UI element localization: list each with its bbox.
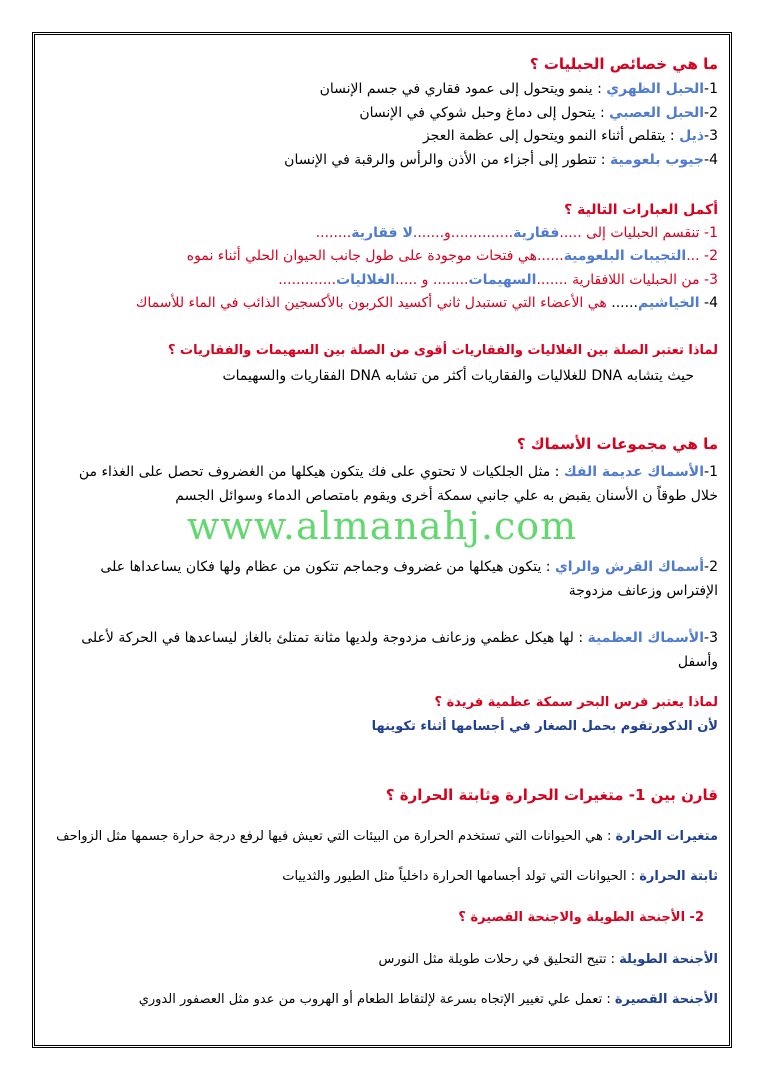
q2-line-4: 4- الخياشيم...... هي الأعضاء التي تستبدل ثاني أكسيد الكربون بالأكسجين الذائب في الماء للأسماك [135, 295, 718, 311]
watermark: www.almanahj.com [186, 504, 578, 548]
q1-item-4: 4-جيوب بلعومية : تتطور إلى أجزاء من الأذن والرأس والرقبة في الإنسان [284, 152, 718, 168]
q2-title: أكمل العبارات التالية ؟ [564, 202, 718, 218]
q2-line-1: 1- تنقسم الحبليات إلى .....فقارية..............و.......لا فقارية........ [315, 225, 718, 241]
q4-item-2: 2-أسماك القرش والراي : يتكون هيكلها من غضروف وجماجم تتكون من عظام ولها فكان يساعداها على الإفتراس وزعانف مزدوجة [100, 559, 718, 599]
q2-line-3: 3- من الحبليات اللافقارية .......السهيمات........ و .....الغلاليات............. [278, 272, 718, 288]
q1-title: ما هي خصائص الحبليات ؟ [529, 55, 718, 73]
q6-answer-1: متغيرات الحرارة : هي الحيوانات التي تستخدم الحرارة من البيئات التي تعيش فيها لرفع درجة حرارة جسمها مثل الزواحف [56, 829, 718, 844]
q5-title: لماذا يعتبر فرس البحر سمكة عظمية فريدة ؟ [434, 695, 718, 710]
q6-answer-2: ثابتة الحرارة : الحيوانات التي تولد أجسامها الحرارة داخلياً مثل الطيور والثدييات [282, 869, 718, 884]
q4-item-1: 1-الأسماك عديمة الفك : مثل الجلكيات لا تحتوي على فك يتكون هيكلها من الغضروف تحصل على الغذاء من خلال طوقاً ن الأسنان يقبض به علي جانبي سمكة أخرى ويقوم بامتصاص الدماء وسوائل الجسم [78, 464, 718, 504]
q6-answer-3: الأجنحة الطويلة : تتيح التحليق في رحلات طويلة مثل النورس [378, 952, 718, 967]
q3-answer: حيث يتشابه DNA للغلاليات والفقاريات أكثر من تشابه DNA الفقاريات والسهيمات [222, 368, 694, 384]
q4-item-3: 3-الأسماك العظمية : لها هيكل عظمي وزعانف مزدوجة ولديها مثانة تمتلئ بالغاز ليساعدها في الحركة لأعلى وأسفل [81, 630, 718, 670]
q1-item-2: 2-الحبل العصبي : يتحول إلى دماغ وحبل شوكي في الإنسان [359, 105, 718, 121]
q1-item-1: 1-الحبل الظهري : ينمو ويتحول إلى عمود فقاري في جسم الإنسان [319, 81, 718, 97]
q4-title: ما هي مجموعات الأسماك ؟ [516, 435, 718, 453]
q5-answer: لأن الذكورتقوم بحمل الصغار في أجسامها أثناء تكوينها [371, 719, 718, 734]
q1-item-3: 3-ذيل : يتقلص أثناء النمو ويتحول إلى عظمة العجز [422, 128, 718, 144]
q6-subtitle: 2- الأجنحة الطويلة والاجنحة القصيرة ؟ [458, 910, 704, 925]
q2-line-2: 2- ...التجيبات البلعومية......هي فتحات موجودة على طول جانب الحيوان الحلي أثناء نموه [186, 248, 718, 264]
q3-title: لماذا تعتبر الصلة بين الغلاليات والفقاريات أقوى من الصلة بين السهيمات والفقاريات ؟ [167, 343, 718, 358]
q6-answer-4: الأجنحة القصيرة : تعمل علي تغيير الإتجاه بسرعة لإلتقاط الطعام أو الهروب من عدو مثل العصفور الدوري [138, 992, 718, 1007]
q6-title: قارن بين 1- متغيرات الحرارة وثابتة الحرارة ؟ [385, 786, 718, 804]
